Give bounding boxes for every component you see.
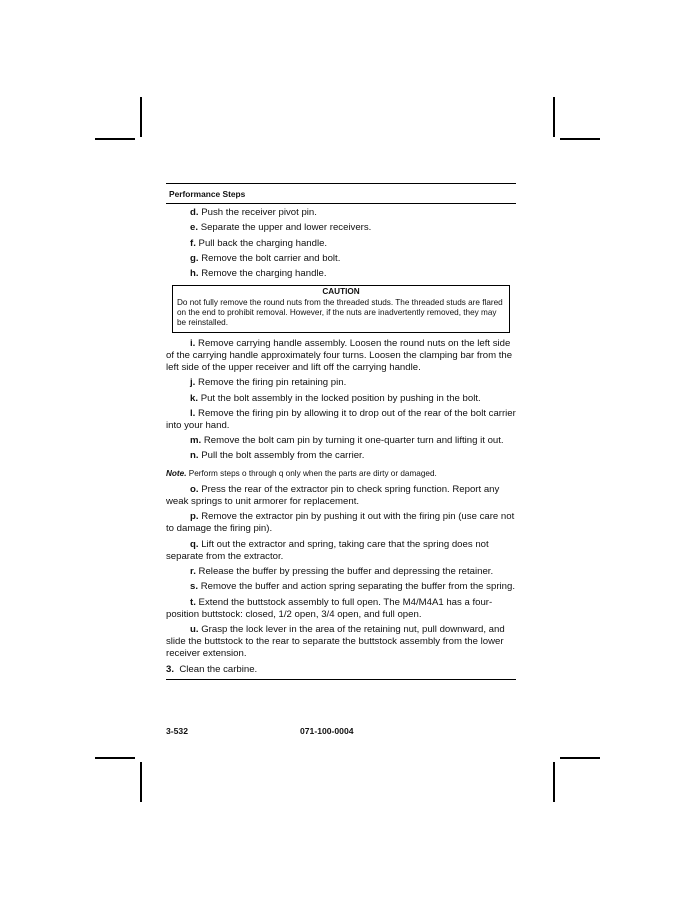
step-item (166, 338, 516, 375)
step-letter: p. (190, 511, 199, 523)
step-letter: u. (190, 623, 199, 635)
steps-middle-list (166, 338, 516, 463)
step-item (166, 207, 516, 219)
step-text: Press the rear of the extractor pin to check spring function. Report any weak springs to unit armorer for replacement. (166, 483, 500, 508)
step-letter: s. (190, 581, 199, 593)
step-item (166, 268, 516, 280)
main-step (166, 664, 516, 680)
step-item (166, 539, 516, 563)
step-text: Remove the charging handle. (201, 268, 327, 280)
performance-steps-section (166, 183, 516, 680)
step-letter: i. (190, 337, 196, 349)
task-number: 071-100-0004 (300, 726, 354, 736)
caution-title: CAUTION (322, 287, 360, 297)
step-text: Grasp the lock lever in the area of the retaining nut, pull downward, and slide the buttstock to the rear to separate the buttstock assembly from the lower receiver extension. (166, 623, 505, 660)
step-text: Remove the firing pin retaining pin. (198, 377, 347, 389)
step-item (166, 377, 516, 389)
step-letter: f. (190, 237, 196, 249)
step-text: Push the receiver pivot pin. (201, 207, 317, 219)
step-item (166, 581, 516, 593)
step-item (166, 393, 516, 405)
step-text: Remove the bolt carrier and bolt. (201, 252, 341, 264)
note-label: Note. (166, 468, 187, 478)
main-step-text: Clean the carbine. (179, 663, 258, 675)
step-item (166, 484, 516, 508)
note (166, 468, 516, 480)
page-number: 3-532 (166, 726, 188, 736)
step-letter: n. (190, 450, 199, 462)
crop-mark-top-right-horizontal (560, 138, 600, 140)
step-letter: j. (190, 377, 196, 389)
crop-mark-top-left-vertical (140, 97, 142, 137)
caution-text: Do not fully remove the round nuts from the threaded studs. The threaded studs are flared on the end to prohibit removal. However, if the nuts are inadvertently removed, they may be reinstalled. (177, 297, 503, 328)
step-text: Lift out the extractor and spring, taking care that the spring does not separate from the extractor. (166, 538, 489, 562)
step-text: Remove the buffer and action spring separating the buffer from the spring. (200, 581, 515, 593)
step-letter: e. (190, 222, 199, 234)
step-item (166, 597, 516, 621)
crop-mark-top-left-horizontal (95, 138, 135, 140)
note-text: Perform steps o through q only when the parts are dirty or damaged. (188, 468, 437, 478)
step-letter: d. (190, 207, 199, 219)
steps-after-list (166, 484, 516, 661)
step-letter: o. (190, 483, 199, 495)
step-text: Extend the buttstock assembly to full open. The M4/M4A1 has a four-position buttstock: closed, 1/2 open, 3/4 open, and full open. (166, 596, 493, 620)
caution-box (172, 285, 510, 333)
step-text: Remove the bolt cam pin by turning it one-quarter turn and lifting it out. (203, 435, 504, 447)
step-letter: r. (190, 566, 196, 578)
step-item (166, 222, 516, 234)
step-item (166, 450, 516, 462)
step-letter: l. (190, 407, 196, 419)
step-letter: g. (190, 252, 199, 264)
step-letter: t. (190, 596, 196, 608)
step-text: Remove carrying handle assembly. Loosen the round nuts on the left side of the carrying handle approximately four turns. Loosen the clamping bar from the left side of the upper receiver and lift off the carrying handle. (166, 337, 513, 374)
step-text: Pull back the charging handle. (198, 237, 328, 249)
step-item (166, 624, 516, 661)
step-text: Remove the firing pin by allowing it to drop out of the rear of the bolt carrier into your hand. (166, 407, 516, 432)
step-text: Separate the upper and lower receivers. (200, 222, 372, 234)
steps-before-list (166, 207, 516, 280)
crop-mark-top-right-vertical (553, 97, 555, 137)
step-item (166, 511, 516, 535)
step-item (166, 408, 516, 432)
crop-mark-bottom-right-vertical (553, 762, 555, 802)
step-letter: k. (190, 392, 199, 404)
step-letter: q. (190, 538, 199, 550)
main-step-number: 3. (166, 663, 175, 675)
step-text: Release the buffer by pressing the buffer and depressing the retainer. (198, 566, 494, 578)
step-text: Remove the extractor pin by pushing it out with the firing pin (use care not to damage the firing pin). (166, 511, 515, 535)
crop-mark-bottom-right-horizontal (560, 757, 600, 759)
step-item (166, 253, 516, 265)
step-text: Put the bolt assembly in the locked position by pushing in the bolt. (200, 392, 481, 404)
section-title: Performance Steps (166, 184, 516, 204)
step-item (166, 238, 516, 250)
step-letter: h. (190, 268, 199, 280)
step-item (166, 435, 516, 447)
step-letter: m. (190, 435, 202, 447)
crop-mark-bottom-left-vertical (140, 762, 142, 802)
crop-mark-bottom-left-horizontal (95, 757, 135, 759)
step-text: Pull the bolt assembly from the carrier. (201, 450, 365, 462)
step-item (166, 566, 516, 578)
